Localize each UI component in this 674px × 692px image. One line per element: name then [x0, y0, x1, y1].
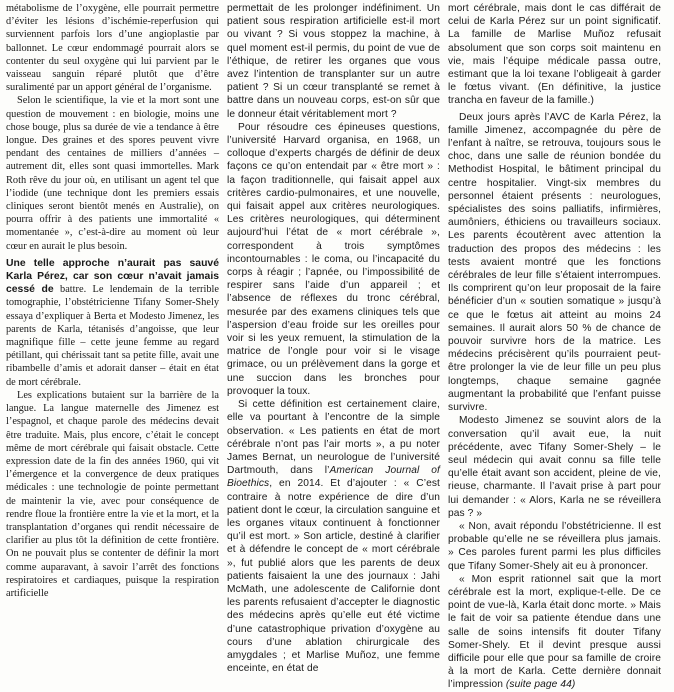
paragraph-text: Modesto Jimenez se souvint alors de la conversation qu’il avait eue, la nuit précédente, avec Tifany Somer-Shely – le seul médecin qui avait connu sa fille telle qu’elle était avant son accident, pleine de vie, rieuse, charmante. Il l’avait prise à part pour lui demander : « Alors, Karla ne se réveillera pas ? »	[448, 415, 661, 519]
paragraph	[6, 389, 219, 600]
paragraph	[6, 257, 219, 389]
paragraph-text: mort cérébrale, mais dont le cas différait de celui de Karla Pérez sur un point significatif. La famille de Marlise Muñoz refusait absolument que son corps soit maintenu en vie, mais l’équipe médicale passa outre, estimant que la loi texane l’obligeait à garder le fœtus vivant. (En définitive, la justice trancha en faveur de la famille.)	[448, 3, 661, 107]
paragraph-text: Selon le scientifique, la vie et la mort sont une question de mouvement : en biologie, moins une chose bouge, plus sa durée de vie a tendance à être longue. Des graines et des spores peuvent vivre pendant des centaines de milliers d’années – autrement dit, elles sont quasi immortelles. Mark Roth rêve du jour où, en utilisant un agent tel que l’iodide (une technique dont les premiers essais cliniques seront bientôt menés en Australie), on pourra offrir à des patients une immortalité « momentanée », c’est-à-dire au moment où leur cœur en aurait le plus besoin.	[6, 95, 219, 252]
paragraph-text: « Mon esprit rationnel sait que la mort cérébrale est la mort, explique-t-elle. De ce point de vue-là, Karla était donc morte. » Mais le fait de voir sa patiente étendue dans une salle de soins intensifs fit douter Tifany Somer-Shely. Et il devint presque aussi difficile pour elle que pour sa famille de croire à la mort de Karla. Cette dernière donnait l’impression	[448, 573, 661, 691]
paragraph-text: Pour résoudre ces épineuses questions, l’université Harvard organisa, en 1968, un colloque d’experts chargés de définir de deux façons ce qu’on entendait par « être mort » : la façon traditionnelle, qui faisait appel aux critères cardio-pulmonaires, et une nouvelle, qui faisait appel aux critères neurologiques. Les critères neurologiques, qui déterminent aujourd’hui l’état de « mort cérébrale », correspondent à trois symptômes incontournables : le coma, ou l’incapacité du corps à réagir ; l’apnée, ou l’impossibilité de respirer sans l’aide d’un appareil ; et l’absence de réflexes du tronc cérébral, mesurée par des examens cliniques tels que l’aspersion d’eau froide sur les oreilles pour voir si les yeux remuent, la stimulation de la matrice de l’ongle pour voir si le visage grimace, ou un prélèvement dans la gorge et une succion dans les bronches pour provoquer la toux.	[227, 121, 440, 397]
paragraph-text: métabolisme de l’oxygène, elle pourrait permettre d’éviter les lésions d’ischémie-reperfusion qui surviennent parfois lors d’une angioplastie par ballonnet. Le cœur endommagé pourrait alors se contenter du seul oxygène qui lui parvient par le vaisseau sanguin réparé plutôt que d’être suralimenté par un apport général de l’organisme.	[6, 3, 219, 94]
paragraph-text: permettait de les prolonger indéfiniment. Un patient sous respiration artificielle est-il mort ou vivant ? Si vous stoppez la machine, à quel moment est-il permis, du point de vue de l’éthique, de retirer les organes que vous avez l’intention de transplanter sur un autre patient ? Si un cœur transplanté se remet à battre dans un nouveau corps, est-on sûr que le donneur était véritablement mort ?	[227, 3, 440, 120]
continued-label: (suite page 44)	[505, 679, 576, 691]
lead-in-text: Une telle approche n’aurait pas sauvé Karla Pérez, car son cœur n’avait jamais cessé de	[6, 257, 219, 296]
paragraph-text: , en 2014. Et d’ajouter : « C’est contraire à notre expérience de dire d’un patient dont le cœur, la circulation sanguine et les organes vitaux continuent à fonctionner qu’il est mort. » Son article, destiné à clarifier et à défendre le concept de « mort cérébrale », fut publié alors que les parents de deux patients faisaient la une des journaux : Jahi McMath, une adolescente de Californie dont les parents refusaient d’accepter le diagnostic des médecins après qu’elle eut été victime d’une catastrophique privation d’oxygène au cours d’une ablation chirurgicale des amygdales ; et Marlise Muñoz, une femme enceinte, en état de	[227, 478, 440, 675]
paragraph	[227, 121, 440, 398]
paragraph-text: Deux jours après l’AVC de Karla Pérez, la famille Jimenez, accompagnée du père de l’enfant à naître, se retrouva, toujours sous le choc, dans une salle de réunion bondée du Methodist Hospital, le bâtiment principal du centre hospitalier. Vingt-six membres du personnel étaient présents : neurologues, spécialistes des soins palliatifs, infirmières, aumôniers, éthiciens ou travailleurs sociaux. Les parents écoutèrent avec attention la traduction des propos des médecins : les tests avaient montré que les fonctions cérébrales de leur fille s’étaient interrompues. Ils comprirent qu’on leur proposait de la faire bénéficier d’un « soutien somatique » jusqu’à ce que le fœtus ait atteint au moins 24 semaines. Il aurait alors 50 % de chance de pouvoir survivre hors de la matrice. Les médecins précisèrent qu’ils pourraient peut-être prolonger la vie de leur fille un peu plus longtemps, chaque semaine gagnée augmentant la probabilité que l’enfant puisse survivre.	[448, 111, 661, 414]
paragraph	[448, 520, 661, 573]
paragraph-text: battre. Le lendemain de la terrible tomographie, l’obstétricienne Tifany Somer-Shely essaya d’expliquer à Berta et Modesto Jimenez, les parents de Karla, tétanisés d’angoisse, que leur magnifique fille – cette jeune femme au regard pétillant, qui chérissait tant sa petite fille, avait une ribambelle d’amis et adorait danser – était en état de mort cérébrale.	[6, 284, 219, 388]
column-1	[6, 2, 219, 600]
column-2	[227, 2, 440, 675]
paragraph-text: « Non, avait répondu l’obstétricienne. Il est probable qu’elle ne se réveillera plus jamais. » Ces paroles furent parmi les plus difficiles que Tifany Somer-Shely ait eu à prononcer.	[448, 520, 661, 572]
paragraph-text: Les explications butaient sur la barrière de la langue. La langue maternelle des Jimenez est l’espagnol, et chaque parole des médecins devait être traduite. Mais, plus encore, c’était le concept même de mort cérébrale qui faisait obstacle. Cette expression date de la fin des années 1960, qui vit l’émergence et la convergence de deux pratiques médicales : une technologie de pointe permettant de maintenir la vie, avec pour conséquence de rendre floue la frontière entre la vie et la mort, et la transplantation d’organes qui rendit nécessaire de clarifier au plus tôt la définition de cette frontière. On ne pouvait plus se contenter de définir la mort comme auparavant, à savoir l’arrêt des fonctions respiratoires et cardiaques, puisque la respiration artificielle	[6, 389, 219, 599]
paragraph	[6, 94, 219, 252]
column-3	[448, 2, 661, 691]
paragraph	[448, 111, 661, 415]
paragraph	[448, 414, 661, 520]
paragraph	[227, 398, 440, 675]
paragraph	[448, 573, 661, 692]
paragraph-text: Si cette définition est certainement claire, elle va pourtant à l’encontre de la simple observation. « Les patients en état de mort cérébrale n’ont pas l’air morts », a pu noter James Bernat, un neurologue de l’université Dartmouth, dans l’	[227, 399, 440, 477]
journal-title: American Journal of Bioethics	[227, 465, 440, 490]
paragraph	[227, 2, 440, 121]
paragraph	[448, 2, 661, 108]
article-columns	[6, 2, 668, 691]
paragraph	[6, 2, 219, 94]
